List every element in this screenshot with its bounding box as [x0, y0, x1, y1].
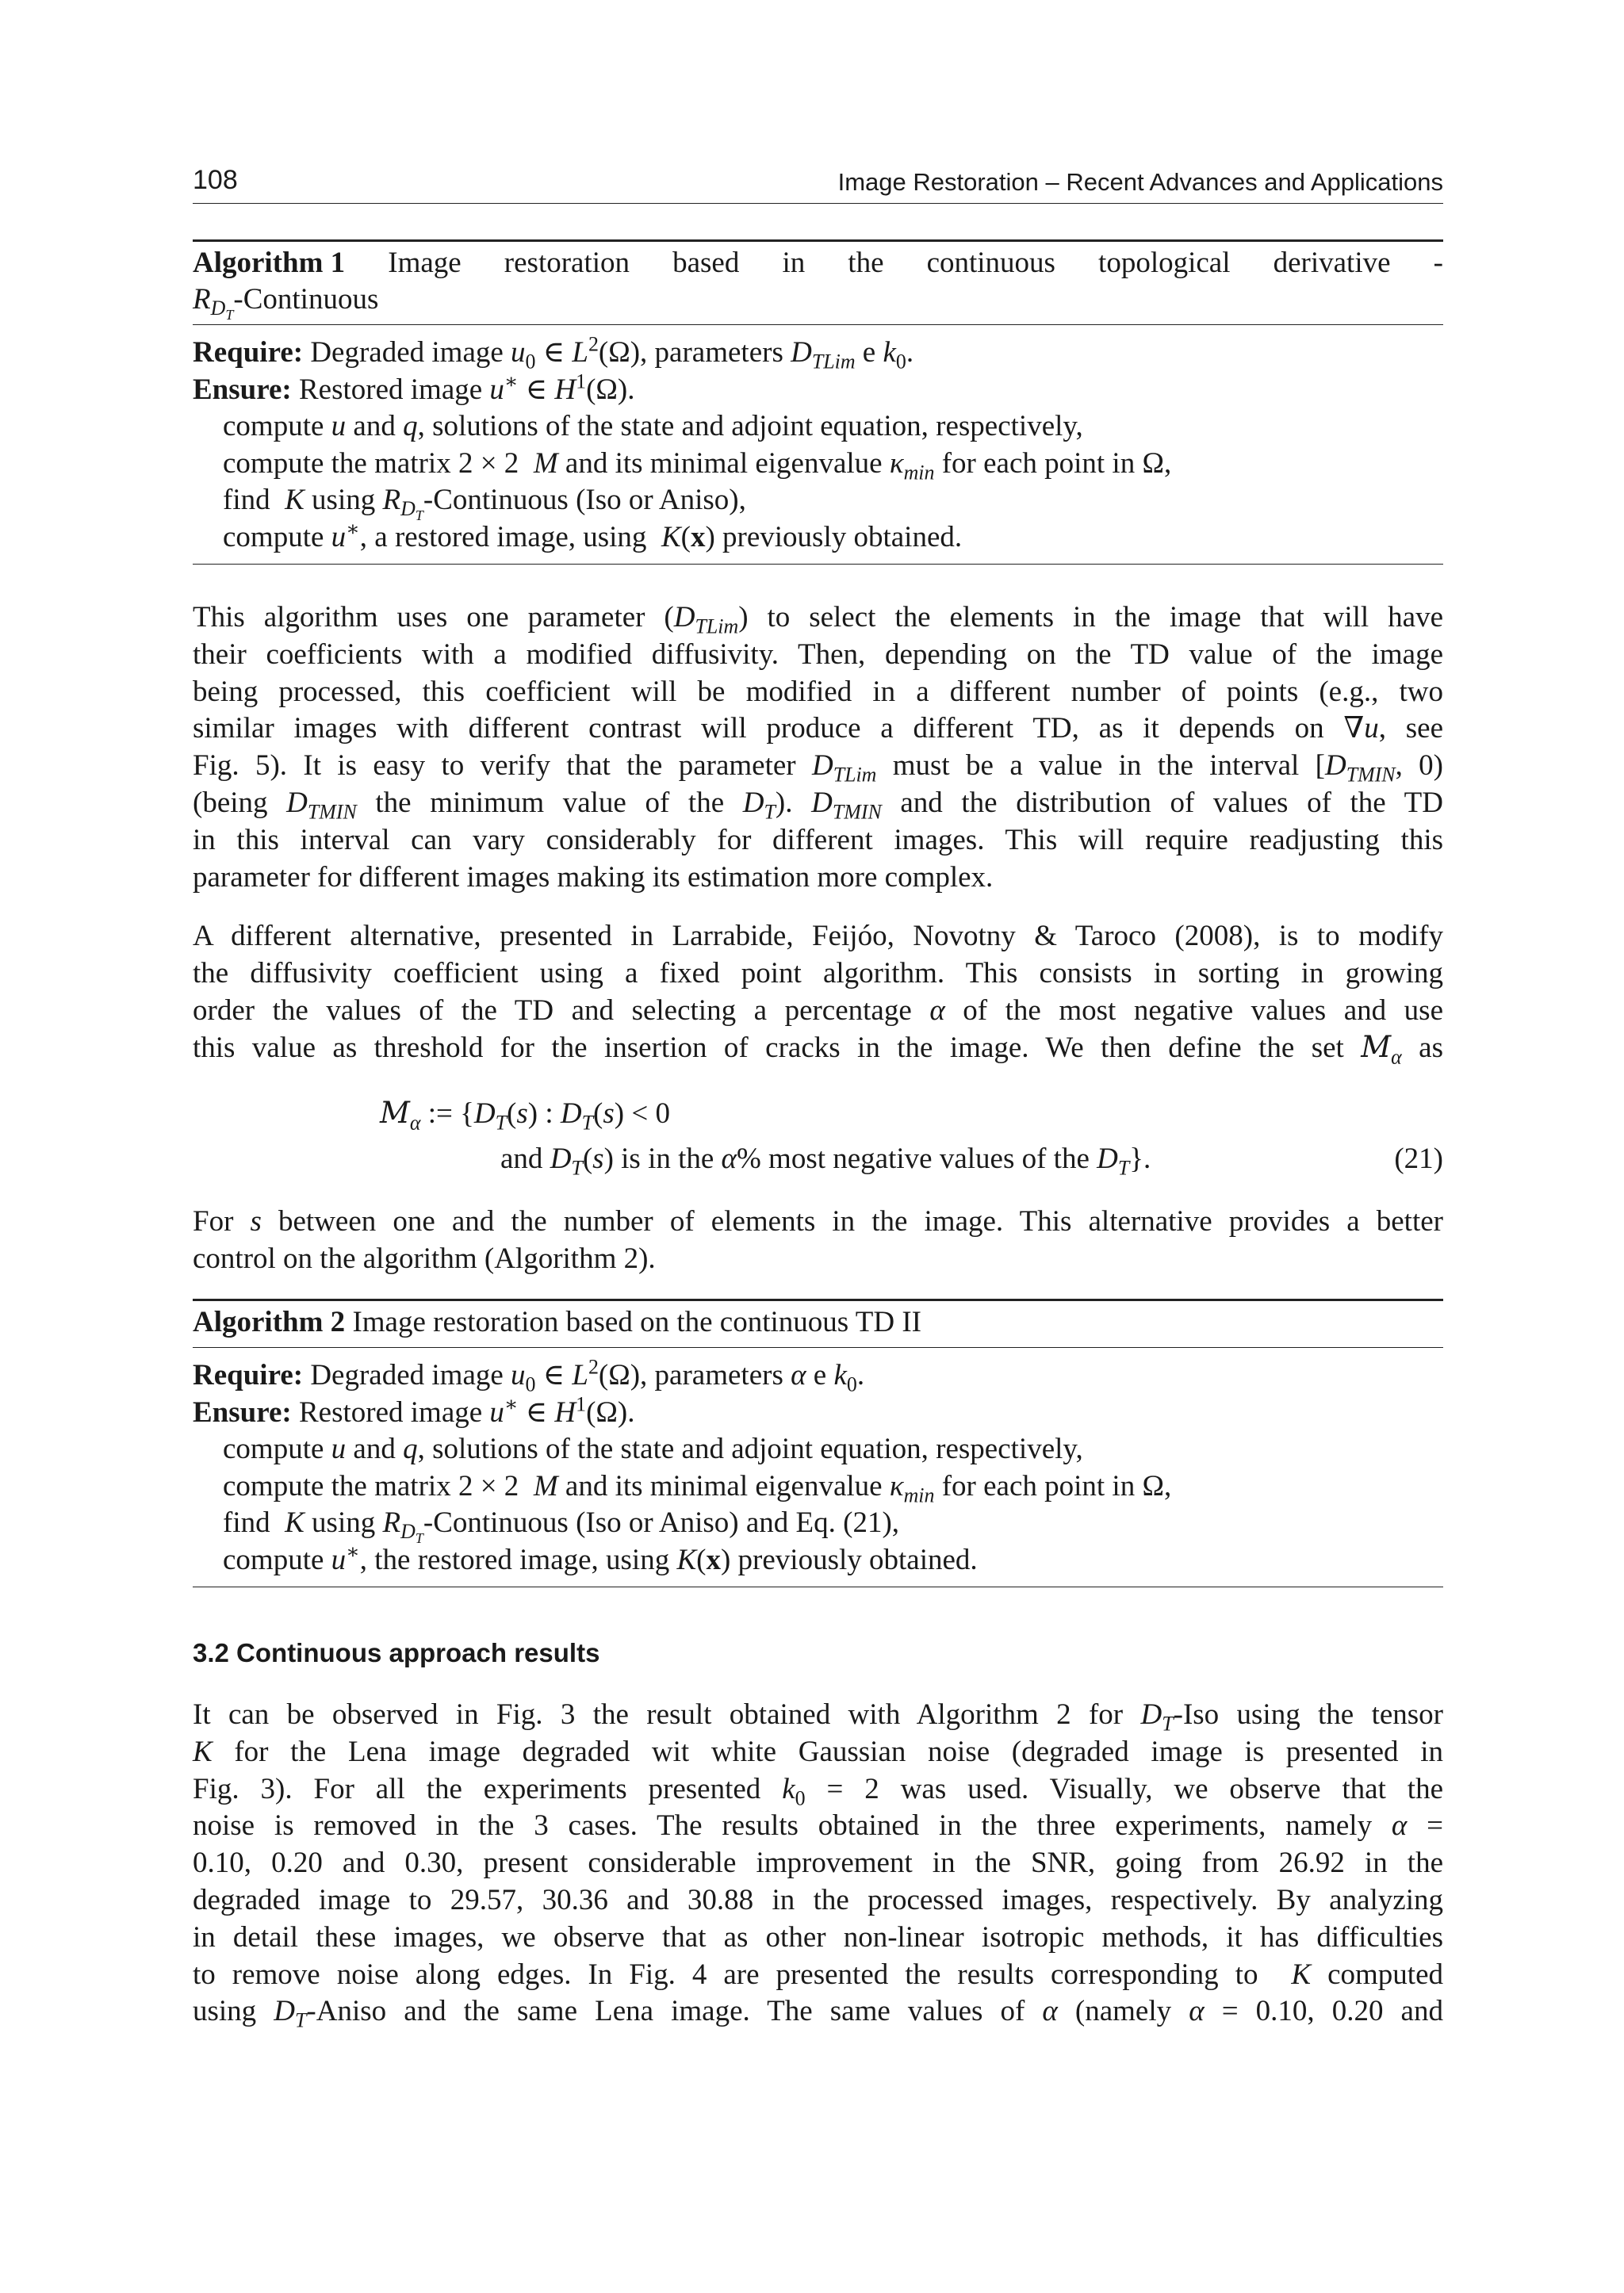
section-title: 3.2 Continuous approach results — [193, 1638, 600, 1667]
require-label: Require: — [193, 1359, 304, 1391]
equation-line-2: and $D_T(s)$ is in the α% most negative values of the $D_T$}. — [500, 1143, 1151, 1180]
running-header — [193, 165, 1443, 205]
algorithm-1-step: compute u∗, a restored image, using K(x) previously obtained. — [223, 517, 963, 553]
algorithm-1-caption: Algorithm 1 Image restoration based in the continuous topological derivative - $R_{D_T}$-Continuous — [193, 247, 1443, 323]
algorithm-2-step: compute u∗, the restored image, using K(x) previously obtained. — [223, 1540, 978, 1576]
algorithm-1-box — [193, 239, 1443, 565]
require-label: Require: — [193, 336, 304, 369]
algorithm-2-step: find K using $R_{D_T}$-Continuous (Iso or Aniso) and Eq. (21), — [223, 1506, 900, 1547]
algorithm-2-label: Algorithm 2 — [193, 1306, 346, 1338]
page-number: 108 — [193, 165, 238, 195]
running-title: Image Restoration – Recent Advances and Applications — [837, 168, 1443, 196]
paragraph-2: A different alternative, presented in Larrabide, Feijóo, Novotny & Taroco (2008), is to modify the diffusivity coefficient using a fixed point algorithm. This consists in sorting in growing order the values of the TD and selecting a percentage α of the most negative values and use this value as threshold for the insertion of cracks in the image. We then define the set $M_\alpha$ as — [193, 920, 1444, 1069]
algorithm-2-body: Require: Degraded image $u_0$ ∈ $L^2(\Omega)$, parameters α e $k_0$. Ensure: Restored image u∗ ∈ $H^1(\Omega)$. compute u and q, solutions of the state and adjoint equation, respectively, compute the matrix 2 × 2 M and its minimal eigenvalue $\kappa_{min}$ for each point in Ω, find K using $R_{D_T}$-Continuous (Iso or Aniso) and Eq. (21), compute u∗, the restored image, using K(x) previously obtained. — [193, 1348, 1443, 1587]
header-rule — [193, 203, 1443, 204]
equation-number: (21) — [1394, 1143, 1443, 1175]
algorithm-1-body: Require: Degraded image $u_0$ ∈ $L^2(\Omega)$, parameters $D_{TLim}$ e $k_0$. Ensure: Restored image u∗ ∈ $H^1(\Omega)$. compute u and q, solutions of the state and adjoint equation, respectively, compute the matrix 2 × 2 M and its minimal eigenvalue $\kappa_{min}$ for each point in Ω, find K using $R_{D_T}$-Continuous (Iso or Aniso), compute u∗, a restored image, using K(x) previously obtained. — [193, 325, 1443, 564]
algorithm-1-step: find K using $R_{D_T}$-Continuous (Iso or Aniso), — [223, 484, 746, 524]
algorithm-2-title: Image restoration based on the continuous TD II — [352, 1306, 921, 1338]
equation-line-1: $M_\alpha$ := {$D_T(s)$ : $D_T(s) < 0$ — [380, 1096, 670, 1135]
algorithm-1-step: compute u and q, solutions of the state and adjoint equation, respectively, — [223, 410, 1083, 442]
ensure-label: Ensure: — [193, 373, 292, 406]
paragraph-3: For s between one and the number of elements in the image. This alternative provides a better control on the algorithm (Algorithm 2). — [193, 1205, 1443, 1275]
paragraph-4: It can be observed in Fig. 3 the result obtained with Algorithm 2 for $D_T$-Iso using the tensor K for the Lena image degraded wit white Gaussian noise (degraded image is presented in Fig. 3). For all the experiments presented $k_0 = 2$ was used. Visually, we observe that the noise is removed in the 3 cases. The results obtained in the three experiments, namely α = 0.10, 0.20 and 0.30, present considerable improvement in the SNR, going from 26.92 in the degraded image to 29.57, 30.36 and 30.88 in the processed images, respectively. By analyzing in detail these images, we observe that as other non-linear isotropic methods, it has difficulties to remove noise along edges. In Fig. 4 are presented the results corresponding to K computed using $D_T$-Aniso and the same Lena image. The same values of α (namely α = 0.10, 0.20 and — [193, 1698, 1444, 2032]
algorithm-1-label: Algorithm 1 — [193, 247, 346, 279]
algorithm-1-step: compute the matrix 2 × 2 M and its minimal eigenvalue $\kappa_{min}$ for each point in Ω, — [223, 446, 1172, 484]
algorithm-2-step: compute the matrix 2 × 2 M and its minimal eigenvalue $\kappa_{min}$ for each point in Ω, — [223, 1469, 1172, 1506]
ensure-label: Ensure: — [193, 1395, 292, 1429]
algorithm-2-caption — [193, 1301, 1443, 1347]
algorithm-2-box — [193, 1299, 1443, 1587]
paragraph-1: This algorithm uses one parameter $(D_{TLim})$ to select the elements in the image that will have their coefficients with a modified diffusivity. Then, depending on the TD value of the image being processed, this coefficient will be modified in a different number of points (e.g., two similar images with different contrast will produce a different TD, as it depends on ∇u, see Fig. 5). It is easy to verify that the parameter $D_{TLim}$ must be a value in the interval [$D_{TMIN}$, 0) (being $D_{TMIN}$ the minimum value of the $D_T$). $D_{TMIN}$ and the distribution of values of the TD in this interval can vary considerably for different images. This will require readjusting this parameter for different images making its estimation more complex. — [193, 601, 1444, 894]
algorithm-2-step: compute u and q, solutions of the state and adjoint equation, respectively, — [223, 1433, 1083, 1465]
algorithm-bottom-rule — [193, 564, 1443, 565]
